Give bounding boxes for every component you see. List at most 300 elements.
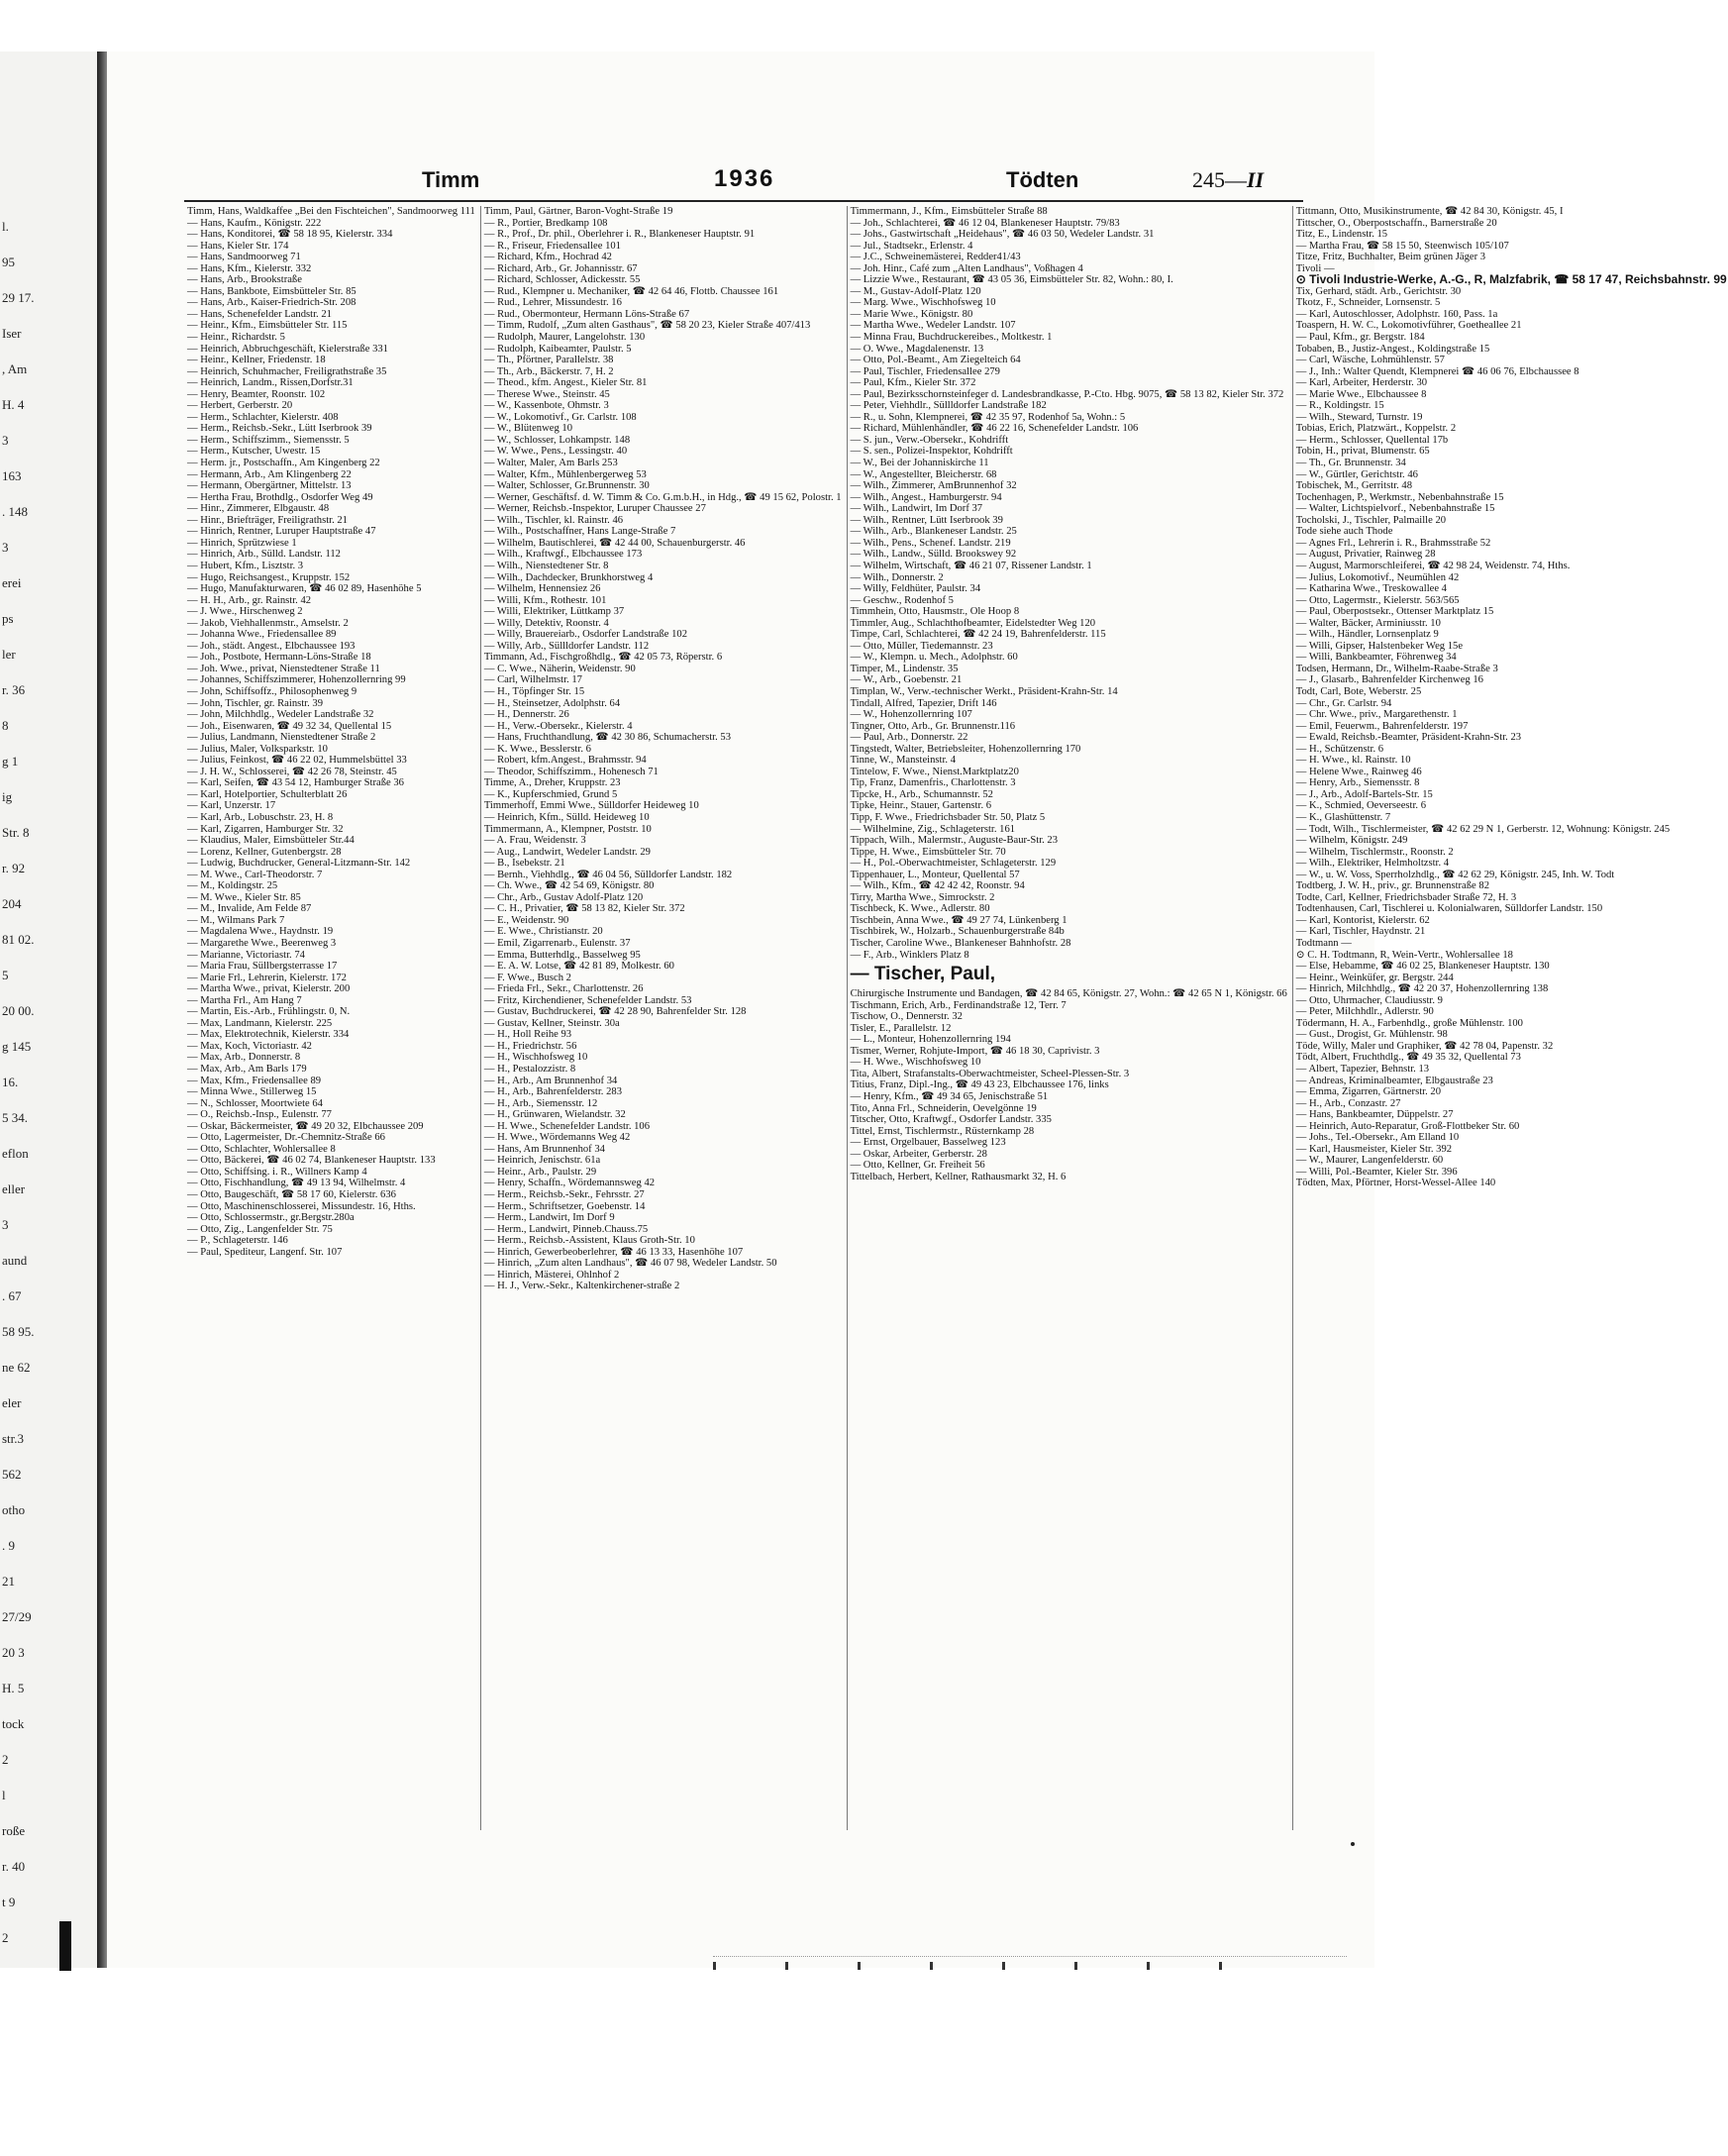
margin-fragment: 81 02. — [2, 932, 35, 947]
directory-entry: — Jul., Stadtsekr., Erlenstr. 4 — [850, 240, 973, 252]
directory-entry: — Hubert, Kfm., Lisztstr. 3 — [187, 560, 304, 571]
directory-entry: — Willi, Bankbeamter, Föhrenweg 34 — [1295, 652, 1457, 664]
directory-entry: Timm, Paul, Gärtner, Baron-Voght-Straße 19 — [483, 206, 673, 217]
directory-entry: — Th., Arb., Bäckerstr. 7, H. 2 — [483, 365, 614, 377]
margin-fragment: 562 — [2, 1467, 22, 1482]
directory-entry: — Heinr., Kellner, Friedenstr. 18 — [187, 355, 326, 366]
margin-fragment: eller — [2, 1181, 26, 1196]
directory-entry: — H., Friedrichstr. 56 — [483, 1040, 577, 1052]
directory-entry: — Wilh., Postschaffner, Hans Lange-Straße 7 — [483, 526, 676, 538]
directory-entry: — Otto, Lagermeister, Dr.-Chemnitz-Straße 66 — [187, 1132, 385, 1144]
directory-entry: — C. H., Privatier, ☎ 58 13 82, Kieler Str. 372 — [483, 903, 685, 915]
directory-entry: — Hans, Am Brunnenhof 34 — [483, 1143, 605, 1155]
margin-fragment: . 67 — [2, 1288, 22, 1303]
directory-entry: Tittmann, Otto, Musikinstrumente, ☎ 42 84 30, Königstr. 45, I — [1295, 206, 1564, 217]
directory-entry: — Joh., Schlachterei, ☎ 46 12 04, Blankeneser Hauptstr. 79/83 — [850, 217, 1120, 229]
directory-entry: — Emma, Zigarren, Gärtnerstr. 20 — [1295, 1086, 1441, 1098]
directory-entry: Tobias, Erich, Platzwärt., Koppelstr. 2 — [1295, 423, 1457, 435]
directory-entry: — Rud., Obermonteur, Hermann Löns-Straße 67 — [483, 308, 690, 320]
page-header — [184, 161, 1303, 197]
directory-entry: Timper, M., Lindenstr. 35 — [850, 663, 959, 674]
directory-entry: — A. Frau, Weidenstr. 3 — [483, 835, 586, 847]
directory-entry: — Joh. Wwe., privat, Nienstedtener Straße 11 — [187, 663, 380, 674]
directory-entry: — Johanna Wwe., Friedensallee 89 — [187, 629, 337, 641]
margin-fragment: ne 62 — [2, 1360, 31, 1375]
directory-entry: — E. A. W. Lotse, ☎ 42 81 89, Molkestr. 60 — [483, 961, 674, 973]
directory-entry: — K., Glashüttenstr. 7 — [1295, 811, 1391, 823]
column-4 — [1292, 206, 1728, 1830]
directory-entry: — H., Töpfinger Str. 15 — [483, 685, 585, 697]
directory-entry: — Wilh., Landw., Sülld. Brookswey 92 — [850, 549, 1017, 561]
directory-entry: Tochenhagen, P., Werkmstr., Nebenbahnstraße 15 — [1295, 491, 1504, 503]
directory-entry: Tipcke, H., Arb., Schumannstr. 52 — [850, 788, 993, 800]
directory-entry: — Gustav, Kellner, Steinstr. 30a — [483, 1017, 620, 1029]
directory-entry: — M., Koldingstr. 25 — [187, 880, 278, 892]
margin-fragment: Str. 8 — [2, 825, 30, 840]
directory-entry: — Max, Landmann, Kielerstr. 225 — [187, 1017, 333, 1029]
directory-entry: — F. Wwe., Busch 2 — [483, 972, 571, 983]
bottom-edge-marks — [713, 1956, 1347, 1963]
directory-entry: — Hinrich, Rentner, Luruper Hauptstraße 47 — [187, 526, 376, 538]
directory-entry: — K., Schmied, Oeverseestr. 6 — [1295, 800, 1426, 812]
directory-entry: — Willy, Arb., Süllldorfer Landstr. 112 — [483, 640, 650, 652]
directory-entry: — Karl, Zigarren, Hamburger Str. 32 — [187, 823, 344, 835]
directory-entry: Timmermann, J., Kfm., Eimsbütteler Straße 88 — [850, 206, 1048, 217]
directory-entry: Timmhein, Otto, Hausmstr., Ole Hoop 8 — [850, 606, 1020, 618]
directory-entry: Titz, E., Lindenstr. 15 — [1295, 229, 1388, 241]
directory-entry: — Theodor, Schiffszimm., Hohenesch 71 — [483, 766, 659, 777]
directory-entry: Tippenhauer, L., Monteur, Quellental 57 — [850, 869, 1020, 880]
directory-entry: — Joh., Eisenwaren, ☎ 49 32 34, Quellental 15 — [187, 720, 392, 732]
directory-entry: — Wilhelm, Tischlermstr., Roonstr. 2 — [1295, 846, 1454, 858]
directory-entry: — H., Arb., Siemensstr. 12 — [483, 1097, 598, 1109]
directory-entry: Todtmann — — [1295, 938, 1352, 949]
margin-fragment: r. 36 — [2, 682, 26, 697]
directory-entry: — Karl, Arbeiter, Herderstr. 30 — [1295, 377, 1428, 389]
directory-entry: — Karl, Seifen, ☎ 43 54 12, Hamburger Straße 36 — [187, 777, 404, 789]
directory-entry: — Marie Wwe., Königstr. 80 — [850, 308, 973, 320]
directory-entry: — Hans, Konditorei, ☎ 58 18 95, Kielerstr. 334 — [187, 229, 393, 241]
directory-entry: — Willi, Gipser, Halstenbeker Weg 15e — [1295, 640, 1464, 652]
directory-entry: — W., Bei der Johanniskirche 11 — [850, 458, 989, 469]
directory-entry: — Rud., Klempner u. Mechaniker, ☎ 42 64 46, Flottb. Chaussee 161 — [483, 285, 779, 297]
directory-entry: — W., Schlosser, Lohkampstr. 148 — [483, 434, 631, 446]
directory-entry: — W., Maurer, Langenfelderstr. 60 — [1295, 1155, 1444, 1167]
directory-entry: — Th., Gr. Brunnenstr. 34 — [1295, 458, 1406, 469]
directory-entry: — Hinrich, Sprützwiese 1 — [187, 537, 297, 549]
directory-entry: — Th., Pförtner, Parallelstr. 38 — [483, 355, 614, 366]
directory-entry: Timmermann, A., Klempner, Poststr. 10 — [483, 823, 652, 835]
directory-entry: — Marie Frl., Lehrerin, Kielerstr. 172 — [187, 972, 347, 983]
column-1 — [184, 206, 476, 1830]
directory-entry: — R., Koldingstr. 15 — [1295, 400, 1384, 412]
directory-entry: — H., Dennerstr. 26 — [483, 709, 569, 721]
directory-entry: — Wilh., Arb., Blankeneser Landstr. 25 — [850, 526, 1017, 538]
margin-fragment: eflon — [2, 1146, 29, 1161]
directory-entry: — Karl, Arb., Lobuschstr. 23, H. 8 — [187, 811, 334, 823]
directory-entry: — Wilhelm, Königstr. 249 — [1295, 835, 1408, 847]
directory-entry: — Otto, Bäckerei, ☎ 46 02 74, Blankeneser Hauptstr. 133 — [187, 1155, 436, 1167]
directory-entry: — Carl, Wäsche, Lohmühlenstr. 57 — [1295, 355, 1445, 366]
directory-entry: — Otto, Uhrmacher, Claudiusstr. 9 — [1295, 994, 1443, 1006]
directory-entry: Tödt, Albert, Fruchthdlg., ☎ 49 35 32, Quellental 73 — [1295, 1052, 1521, 1064]
directory-entry: — Willi, Pol.-Beamter, Kieler Str. 396 — [1295, 1166, 1458, 1178]
margin-fragment: 20 00. — [2, 1003, 35, 1018]
directory-entry: — Henry, Schaffn., Wördemannsweg 42 — [483, 1178, 656, 1189]
directory-entry: — Werner, Geschäftsf. d. W. Timm & Co. G.m.b.H., in Hdg., ☎ 49 15 62, Polostr. 1 — [483, 491, 842, 503]
margin-fragment: aund — [2, 1253, 28, 1268]
directory-entry: — O., Reichsb.-Insp., Eulenstr. 77 — [187, 1109, 332, 1121]
directory-entry: — Wilh., Landwirt, Im Dorf 37 — [850, 503, 983, 515]
header-year: 1936 — [714, 165, 775, 192]
directory-entry: — Martha Frl., Am Hang 7 — [187, 994, 302, 1006]
directory-entry: — R., Portier, Bredkamp 108 — [483, 217, 608, 229]
margin-fragment: 3 — [2, 1217, 9, 1232]
directory-entry: — Werner, Reichsb.-Inspektor, Luruper Chaussee 27 — [483, 503, 706, 515]
directory-entry: ⊙ Tivoli Industrie-Werke, A.-G., R, Malzfabrik, ☎ 58 17 47, Reichsbahnstr. 99 — [1295, 272, 1727, 287]
directory-entry: — Heinrich, Landm., Rissen,Dorfstr.31 — [187, 377, 354, 389]
directory-entry: — Herm., Schlosser, Quellental 17b — [1295, 434, 1449, 446]
margin-fragment: 29 17. — [2, 290, 35, 305]
directory-entry: — Richard, Schlosser, Adickesstr. 55 — [483, 274, 641, 286]
directory-entry: — Paul, Kfm., gr. Bergstr. 184 — [1295, 332, 1425, 344]
directory-entry: — Hugo, Manufakturwaren, ☎ 46 02 89, Hasenhöhe 5 — [187, 583, 422, 595]
directory-entry: — Hans, Kieler Str. 174 — [187, 240, 289, 252]
margin-fragment: Iser — [2, 326, 22, 341]
directory-entry: — Wilhelm, Wirtschaft, ☎ 46 21 07, Rissener Landstr. 1 — [850, 560, 1092, 571]
directory-entry: — Ewald, Reichsb.-Beamter, Präsident-Krahn-Str. 23 — [1295, 732, 1522, 744]
directory-entry: — Klaudius, Maler, Eimsbütteler Str.44 — [187, 835, 355, 847]
margin-fragment: 8 — [2, 718, 9, 733]
directory-entry: — W., Hohenzollernring 107 — [850, 709, 972, 721]
directory-entry: — Hinrich, Arb., Sülld. Landstr. 112 — [187, 549, 341, 561]
margin-fragment: . 9 — [2, 1538, 15, 1553]
directory-entry: — Paul, Bezirksschornsteinfeger d. Landesbrandkasse, P.-Cto. Hbg. 9075, ☎ 58 13 82, Kieler Str. 372 — [850, 388, 1284, 400]
directory-entry: — August, Marmorschleiferei, ☎ 42 98 24, Weidenstr. 74, Hths. — [1295, 560, 1571, 571]
directory-entry: — Walter, Bäcker, Arminiusstr. 10 — [1295, 617, 1441, 629]
directory-entry: Tittscher, O., Oberpostschaffn., Barnerstraße 20 — [1295, 217, 1497, 229]
margin-fragment: 27/29 — [2, 1609, 32, 1624]
directory-entry: Tödten, Max, Pförtner, Horst-Wessel-Allee 140 — [1295, 1178, 1496, 1189]
directory-entry: — Rudolph, Kaibeamter, Paulstr. 5 — [483, 343, 632, 355]
margin-fragment: 5 34. — [2, 1110, 28, 1125]
margin-fragment: t 9 — [2, 1895, 16, 1909]
directory-entry: — N., Schlosser, Moortwiete 64 — [187, 1097, 323, 1109]
margin-fragment: str.3 — [2, 1431, 25, 1446]
directory-entry: — Karl, Hotelportier, Schulterblatt 26 — [187, 788, 348, 800]
directory-entry: — Margarethe Wwe., Beerenweg 3 — [187, 938, 337, 949]
directory-entry: — Helene Wwe., Rainweg 46 — [1295, 766, 1422, 777]
margin-fragment: , Am — [2, 361, 28, 376]
directory-entry: Tipke, Heinr., Stauer, Gartenstr. 6 — [850, 800, 992, 812]
directory-entry: — Wilh., Zimmerer, AmBrunnenhof 32 — [850, 480, 1017, 492]
directory-entry: — Aug., Landwirt, Wedeler Landstr. 29 — [483, 846, 651, 858]
directory-entry: — H., Pestalozzistr. 8 — [483, 1064, 576, 1076]
directory-entry: Tkotz, F., Schneider, Lornsenstr. 5 — [1295, 297, 1441, 309]
directory-entry: — M., Invalide, Am Felde 87 — [187, 903, 312, 915]
margin-fragment: otho — [2, 1502, 26, 1517]
directory-entry: — Heinrich, Schuhmacher, Freiligrathstraße 35 — [187, 365, 387, 377]
directory-entry: — Herm., Kutscher, Uwestr. 15 — [187, 446, 321, 458]
directory-entry: — H., Holl Reihe 93 — [483, 1029, 572, 1041]
directory-entry: — W., Gürtler, Gerichtstr. 46 — [1295, 468, 1418, 480]
directory-entry: — Henry, Arb., Siemensstr. 8 — [1295, 777, 1420, 789]
book-spine — [97, 51, 107, 1968]
directory-entry: — H., Pol.-Oberwachtmeister, Schlageterstr. 129 — [850, 858, 1057, 870]
directory-entry: — Otto, Fischhandlung, ☎ 49 13 94, Wilhelmstr. 4 — [187, 1178, 406, 1189]
directory-entry: — Oskar, Bäckermeister, ☎ 49 20 32, Elbchaussee 209 — [187, 1120, 424, 1132]
directory-entry: — H., Schützenstr. 6 — [1295, 743, 1384, 755]
margin-fragment: 3 — [2, 433, 9, 448]
directory-entry: — Max, Koch, Victoriastr. 42 — [187, 1040, 312, 1052]
directory-entry: — Otto, Schiffsing. i. R., Willners Kamp 4 — [187, 1166, 367, 1178]
directory-entry: Todte, Carl, Kellner, Friedrichsbader Straße 72, H. 3 — [1295, 891, 1517, 903]
directory-entry: — Willy, Feldhüter, Paulstr. 34 — [850, 583, 981, 595]
directory-entry: — H., Grünwaren, Wielandstr. 32 — [483, 1109, 626, 1121]
directory-entry: — Herm., Schriftsetzer, Goebenstr. 14 — [483, 1200, 646, 1212]
directory-entry: — Minna Wwe., Stillerweg 15 — [187, 1086, 317, 1098]
margin-fragment: 3 — [2, 540, 9, 555]
margin-fragment: 16. — [2, 1075, 19, 1089]
margin-fragment: roße — [2, 1823, 26, 1838]
directory-entry: Tobischek, M., Gerritstr. 48 — [1295, 480, 1413, 492]
directory-entry: — Herm., Reichsb.-Sekr., Lütt Iserbrook 39 — [187, 423, 372, 435]
directory-entry: — H., Arb., Am Brunnenhof 34 — [483, 1075, 618, 1086]
directory-entry: — H. H., Arb., gr. Rainstr. 42 — [187, 594, 312, 606]
directory-entry: — Wilh., Nienstedtener Str. 8 — [483, 560, 609, 571]
directory-entry: — Carl, Wilhelmstr. 17 — [483, 674, 582, 686]
directory-entry: — Ch. Wwe., ☎ 42 54 69, Königstr. 80 — [483, 880, 655, 892]
directory-entry: — Hermann, Obergärtner, Mittelstr. 13 — [187, 480, 352, 492]
directory-entry: — Minna Frau, Buchdruckereibes., Moltkestr. 1 — [850, 332, 1053, 344]
directory-entry: — Otto, Müller, Tiedemannstr. 23 — [850, 640, 993, 652]
directory-entry: — W., Blütenweg 10 — [483, 423, 572, 435]
margin-fragment: 204 — [2, 896, 22, 911]
directory-entry: — Walter, Schlosser, Gr.Brunnenstr. 30 — [483, 480, 650, 492]
directory-entry: — Hinrich, Gewerbeoberlehrer, ☎ 46 13 33, Hasenhöhe 107 — [483, 1246, 744, 1258]
directory-entry: — Paul, Spediteur, Langenf. Str. 107 — [187, 1246, 343, 1258]
margin-fragment: 58 95. — [2, 1324, 35, 1339]
directory-entry: Tischow, O., Dennerstr. 32 — [850, 1011, 963, 1023]
margin-fragment: H. 4 — [2, 397, 25, 412]
directory-entry: — H., Verw.-Obersekr., Kielerstr. 4 — [483, 720, 633, 732]
directory-entry: — Agnes Frl., Lehrerin i. R., Brahmsstraße 52 — [1295, 537, 1491, 549]
directory-entry: — Otto, Kellner, Gr. Freiheit 56 — [850, 1160, 985, 1172]
margin-fragment: 20 3 — [2, 1645, 25, 1660]
directory-entry: Tindall, Alfred, Tapezier, Drift 146 — [850, 697, 997, 709]
directory-entry: — H. J., Verw.-Sekr., Kaltenkirchener-straße 2 — [483, 1281, 680, 1292]
margin-fragment: ig — [2, 789, 13, 804]
directory-entry: Tisler, E., Parallelstr. 12 — [850, 1022, 952, 1034]
directory-entry: — Hinr., Zimmerer, Elbgaustr. 48 — [187, 503, 330, 515]
directory-entry: — John, Milchhdlg., Wedeler Landstraße 32 — [187, 709, 374, 721]
directory-entry: — Marie Wwe., Elbchaussee 8 — [1295, 388, 1427, 400]
directory-entry: Tödermann, H. A., Farbenhdlg., große Mühlenstr. 100 — [1295, 1017, 1523, 1029]
directory-entry: Tinne, W., Mansteinstr. 4 — [850, 755, 957, 767]
directory-entry: Timmann, Ad., Fischgroßhdlg., ☎ 42 05 73, Röperstr. 6 — [483, 652, 723, 664]
directory-entry: Timm, Hans, Waldkaffee „Bei den Fischteichen", Sandmoorweg 111 — [187, 206, 475, 217]
directory-entry: — Robert, kfm.Angest., Brahmsstr. 94 — [483, 755, 647, 767]
directory-entry: — Hinrich, „Zum alten Landhaus", ☎ 46 07 98, Wedeler Landstr. 50 — [483, 1258, 777, 1270]
directory-entry: — Wilh., Elektriker, Helmholtzstr. 4 — [1295, 858, 1450, 870]
directory-entry: — Paul, Kfm., Kieler Str. 372 — [850, 377, 976, 389]
directory-entry: — Johannes, Schiffszimmerer, Hohenzollernring 99 — [187, 674, 406, 686]
directory-entry: — Gustav, Buchdruckerei, ☎ 42 28 90, Bahrenfelder Str. 128 — [483, 1006, 747, 1018]
gutter-shadow — [59, 1921, 71, 1971]
margin-fragment: tock — [2, 1716, 25, 1731]
directory-entry: — Heinr., Arb., Paulstr. 29 — [483, 1166, 597, 1178]
directory-entry: — C. Wwe., Näherin, Weidenstr. 90 — [483, 663, 636, 674]
directory-entry: — Julius, Feinkost, ☎ 46 22 02, Hummelsbüttel 33 — [187, 755, 407, 767]
directory-entry: — Magdalena Wwe., Haydnstr. 19 — [187, 926, 334, 938]
directory-entry: — L., Monteur, Hohenzollernring 194 — [850, 1034, 1011, 1046]
directory-entry: — Otto, Schlossermstr., gr.Bergstr.280a — [187, 1212, 355, 1224]
directory-entry: — Martha Frau, ☎ 58 15 50, Steenwisch 105/107 — [1295, 240, 1509, 252]
directory-entry: — Frieda Frl., Sekr., Charlottenstr. 26 — [483, 983, 644, 995]
margin-fragment: r. 92 — [2, 861, 26, 875]
directory-entry: — M., Wilmans Park 7 — [187, 914, 285, 926]
directory-entry: Tischbirek, W., Holzarb., Schauenburgerstraße 84b — [850, 926, 1065, 938]
directory-entry: — Todt, Wilh., Tischlermeister, ☎ 42 62 29 N 1, Gerberstr. 12, Wohnung: Königstr. 245 — [1295, 823, 1671, 835]
directory-entry: — H. Wwe., Wischhofsweg 10 — [850, 1057, 981, 1069]
directory-entry: — Geschw., Rodenhof 5 — [850, 594, 954, 606]
directory-entry: — Maria Frau, Süllbergsterrasse 17 — [187, 961, 338, 973]
directory-entry: — Emma, Butterhdlg., Basselweg 95 — [483, 949, 641, 961]
directory-entry: — J. H. W., Schlosserei, ☎ 42 26 78, Steinstr. 45 — [187, 766, 397, 777]
margin-fragment: l — [2, 1788, 6, 1802]
directory-entry: Tittel, Ernst, Tischlermstr., Rüsternkamp 28 — [850, 1125, 1035, 1137]
directory-entry: — Fritz, Kirchendiener, Schenefelder Landstr. 53 — [483, 994, 692, 1006]
directory-entry: — Richard, Kfm., Hochrad 42 — [483, 252, 612, 263]
directory-entry: Tita, Albert, Strafanstalts-Oberwachtmeister, Scheel-Plessen-Str. 3 — [850, 1068, 1130, 1079]
directory-entry: — Chr. Wwe., priv., Margarethenstr. 1 — [1295, 709, 1458, 721]
directory-entry: — Else, Hebamme, ☎ 46 02 25, Blankeneser Hauptstr. 130 — [1295, 961, 1550, 973]
directory-entry: — Herbert, Gerberstr. 20 — [187, 400, 293, 412]
margin-fragment: l. — [2, 219, 9, 234]
directory-entry: Titscher, Otto, Kraftwgf., Osdorfer Landstr. 335 — [850, 1114, 1052, 1126]
directory-entry: — Heinr., Kfm., Eimsbütteler Str. 115 — [187, 320, 348, 332]
directory-entry: — Hans, Kfm., Kielerstr. 332 — [187, 262, 312, 274]
directory-entry: — Richard, Arb., Gr. Johannisstr. 67 — [483, 262, 638, 274]
directory-entry: Chirurgische Instrumente und Bandagen, ☎ 42 84 65, Königstr. 27, Wohn.: ☎ 42 65 N 1, Königstr. 66 — [850, 988, 1287, 1000]
directory-entry: — Wilhelm, Bautischlerei, ☎ 42 44 00, Schauenburgerstr. 46 — [483, 537, 746, 549]
directory-entry: — Hinrich, Mästerei, Ohlnhof 2 — [483, 1269, 620, 1281]
directory-entry: — Ludwig, Buchdrucker, General-Litzmann-Str. 142 — [187, 858, 411, 870]
directory-entry: Tirry, Martha Wwe., Simrockstr. 2 — [850, 891, 995, 903]
directory-entry: — W., Arb., Goebenstr. 21 — [850, 674, 963, 686]
directory-entry: — Chr., Gr. Carlstr. 94 — [1295, 697, 1392, 709]
directory-entry: — Joh., städt. Angest., Elbchaussee 193 — [187, 640, 356, 652]
directory-entry: — Marianne, Victoriastr. 74 — [187, 949, 305, 961]
header-first-name: Timm — [422, 167, 480, 192]
directory-entry: — P., Schlageterstr. 146 — [187, 1235, 288, 1247]
margin-fragment: erei — [2, 575, 22, 590]
directory-entry: — Walter, Maler, Am Barls 253 — [483, 458, 618, 469]
directory-entry: — Max, Arb., Am Barls 179 — [187, 1064, 307, 1076]
directory-entry: — Martha Wwe., Wedeler Landstr. 107 — [850, 320, 1016, 332]
directory-entry: — Timm, Rudolf, „Zum alten Gasthaus", ☎ 58 20 23, Kieler Straße 407/413 — [483, 320, 811, 332]
directory-entry: — M. Wwe., Kieler Str. 85 — [187, 891, 301, 903]
directory-entry: Todt, Carl, Bote, Weberstr. 25 — [1295, 685, 1422, 697]
directory-entry: — Gust., Drogist, Gr. Mühlenstr. 98 — [1295, 1029, 1448, 1041]
margin-fragment: g 145 — [2, 1039, 32, 1054]
directory-entry: — Hans, Arb., Kaiser-Friedrich-Str. 208 — [187, 297, 356, 309]
directory-entry: — S. sen., Polizei-Inspektor, Kohdrifft — [850, 446, 1013, 458]
directory-entry: — Heinr., Richardstr. 5 — [187, 332, 285, 344]
directory-entry: — Wilh., Donnerstr. 2 — [850, 571, 944, 583]
directory-entry: Todsen, Hermann, Dr., Wilhelm-Raabe-Straße 3 — [1295, 663, 1498, 674]
directory-entry: — Wilhelmine, Zig., Schlageterstr. 161 — [850, 823, 1016, 835]
directory-entry: — Wilh., Pens., Schenef. Landstr. 219 — [850, 537, 1011, 549]
directory-entry: — Julius, Maler, Volksparkstr. 10 — [187, 743, 328, 755]
directory-entry: — Andreas, Kriminalbeamter, Elbgaustraße 23 — [1295, 1075, 1493, 1086]
directory-entry: — Hinr., Briefträger, Freiligrathstr. 21 — [187, 514, 348, 526]
directory-entry: — Martha Wwe., privat, Kielerstr. 200 — [187, 983, 351, 995]
directory-entry: — Otto, Pol.-Beamt., Am Ziegelteich 64 — [850, 355, 1021, 366]
directory-entry: — W., u. W. Voss, Sperrholzhdlg., ☎ 42 62 29, Königstr. 245, Inh. W. Todt — [1295, 869, 1615, 880]
header-page-number: 245—II — [1192, 167, 1265, 192]
directory-entry: Tischmann, Erich, Arb., Ferdinandstraße 12, Terr. 7 — [850, 999, 1067, 1011]
directory-entry: Timme, A., Dreher, Kruppstr. 23 — [483, 777, 621, 789]
directory-entry: — Ernst, Orgelbauer, Basselweg 123 — [850, 1137, 1006, 1149]
directory-entry: — K. Wwe., Besslerstr. 6 — [483, 743, 591, 755]
directory-entry: — J.C., Schweinemästerei, Redder41/43 — [850, 252, 1021, 263]
ink-dot — [1351, 1842, 1355, 1846]
directory-entry: Tocholski, J., Tischler, Palmaille 20 — [1295, 514, 1447, 526]
directory-entry: Töde, Willy, Maler und Graphiker, ☎ 42 78 04, Papenstr. 32 — [1295, 1040, 1554, 1052]
margin-fragment: 95 — [2, 255, 15, 269]
directory-entry: — Tischer, Paul, — [850, 964, 995, 985]
directory-entry: — Otto, Baugeschäft, ☎ 58 17 60, Kielerstr. 636 — [187, 1189, 396, 1201]
directory-entry: — Hans, Schenefelder Landstr. 21 — [187, 308, 332, 320]
directory-entry: ⊙ C. H. Todtmann, R, Wein-Vertr., Wohlersallee 18 — [1295, 949, 1513, 961]
directory-entry: — Wilh., Steward, Turnstr. 19 — [1295, 411, 1423, 423]
directory-entry: Titze, Fritz, Buchhalter, Beim grünen Jäger 3 — [1295, 252, 1486, 263]
directory-entry: Titius, Franz, Dipl.-Ing., ☎ 49 43 23, Elbchaussee 176, links — [850, 1079, 1109, 1091]
directory-entry: — Karl, Autoschlosser, Adolphstr. 160, Pass. 1a — [1295, 308, 1498, 320]
directory-entry: Tip, Franz, Damenfris., Charlottenstr. 3 — [850, 777, 1016, 789]
directory-entry: Tix, Gerhard, städt. Arb., Gerichtstr. 30 — [1295, 285, 1462, 297]
directory-entry: Tingstedt, Walter, Betriebsleiter, Hohenzollernring 170 — [850, 743, 1081, 755]
directory-entry: — Max, Kfm., Friedensallee 89 — [187, 1075, 322, 1086]
directory-entry: — Emil, Feuerwm., Bahrenfelderstr. 197 — [1295, 720, 1469, 732]
directory-entry: — Lizzie Wwe., Restaurant, ☎ 43 05 36, Eimsbütteler Str. 82, Wohn.: 80, I. — [850, 274, 1173, 286]
directory-entry: — J., Inh.: Walter Quendt, Klempnerei ☎ 46 06 76, Elbchaussee 8 — [1295, 365, 1579, 377]
directory-entry: — Bernh., Viehhdlg., ☎ 46 04 56, Sülldorfer Landstr. 182 — [483, 869, 733, 880]
directory-entry: Toaspern, H. W. C., Lokomotivführer, Goetheallee 21 — [1295, 320, 1522, 332]
directory-entry: — Otto, Lagermstr., Kielerstr. 563/565 — [1295, 594, 1460, 606]
directory-entry: — Julius, Landmann, Nienstedtener Straße 2 — [187, 732, 376, 744]
directory-entry: — Otto, Zig., Langenfelder Str. 75 — [187, 1223, 333, 1235]
directory-entry: — Heinrich, Abbruchgeschäft, Kielerstraße 331 — [187, 343, 388, 355]
directory-entry: — Hinrich, Milchhdlg., ☎ 42 20 37, Hohenzollernring 138 — [1295, 983, 1549, 995]
directory-entry: Tippach, Wilh., Malermstr., Auguste-Baur-Str. 23 — [850, 835, 1059, 847]
directory-entry: — H., Wischhofsweg 10 — [483, 1052, 588, 1064]
directory-entry: — Therese Wwe., Steinstr. 45 — [483, 388, 610, 400]
directory-entry: — W., Kassenbote, Ohmstr. 3 — [483, 400, 609, 412]
directory-entry: — Peter, Viehhdlr., Süllldorfer Landstraße 182 — [850, 400, 1047, 412]
directory-entry: — B., Isebekstr. 21 — [483, 858, 565, 870]
directory-entry: — Herm., Reichsb.-Assistent, Klaus Groth-Str. 10 — [483, 1235, 695, 1247]
directory-entry: — Willy, Detektiv, Roonstr. 4 — [483, 617, 609, 629]
directory-entry: Timmler, Aug., Schlachthofbeamter, Eidelstedter Weg 120 — [850, 617, 1096, 629]
directory-entry: Todtberg, J. W. H., priv., gr. Brunnenstraße 82 — [1295, 880, 1490, 892]
directory-entry: — R., Prof., Dr. phil., Oberlehrer i. R., Blankeneser Hauptstr. 91 — [483, 229, 756, 241]
directory-entry: — E. Wwe., Christianstr. 20 — [483, 926, 603, 938]
directory-entry: — Herm. jr., Postschaffn., Am Kingenberg 22 — [187, 458, 380, 469]
column-3 — [847, 206, 1288, 1830]
directory-entry: — Wilh., Tischler, kl. Rainstr. 46 — [483, 514, 624, 526]
